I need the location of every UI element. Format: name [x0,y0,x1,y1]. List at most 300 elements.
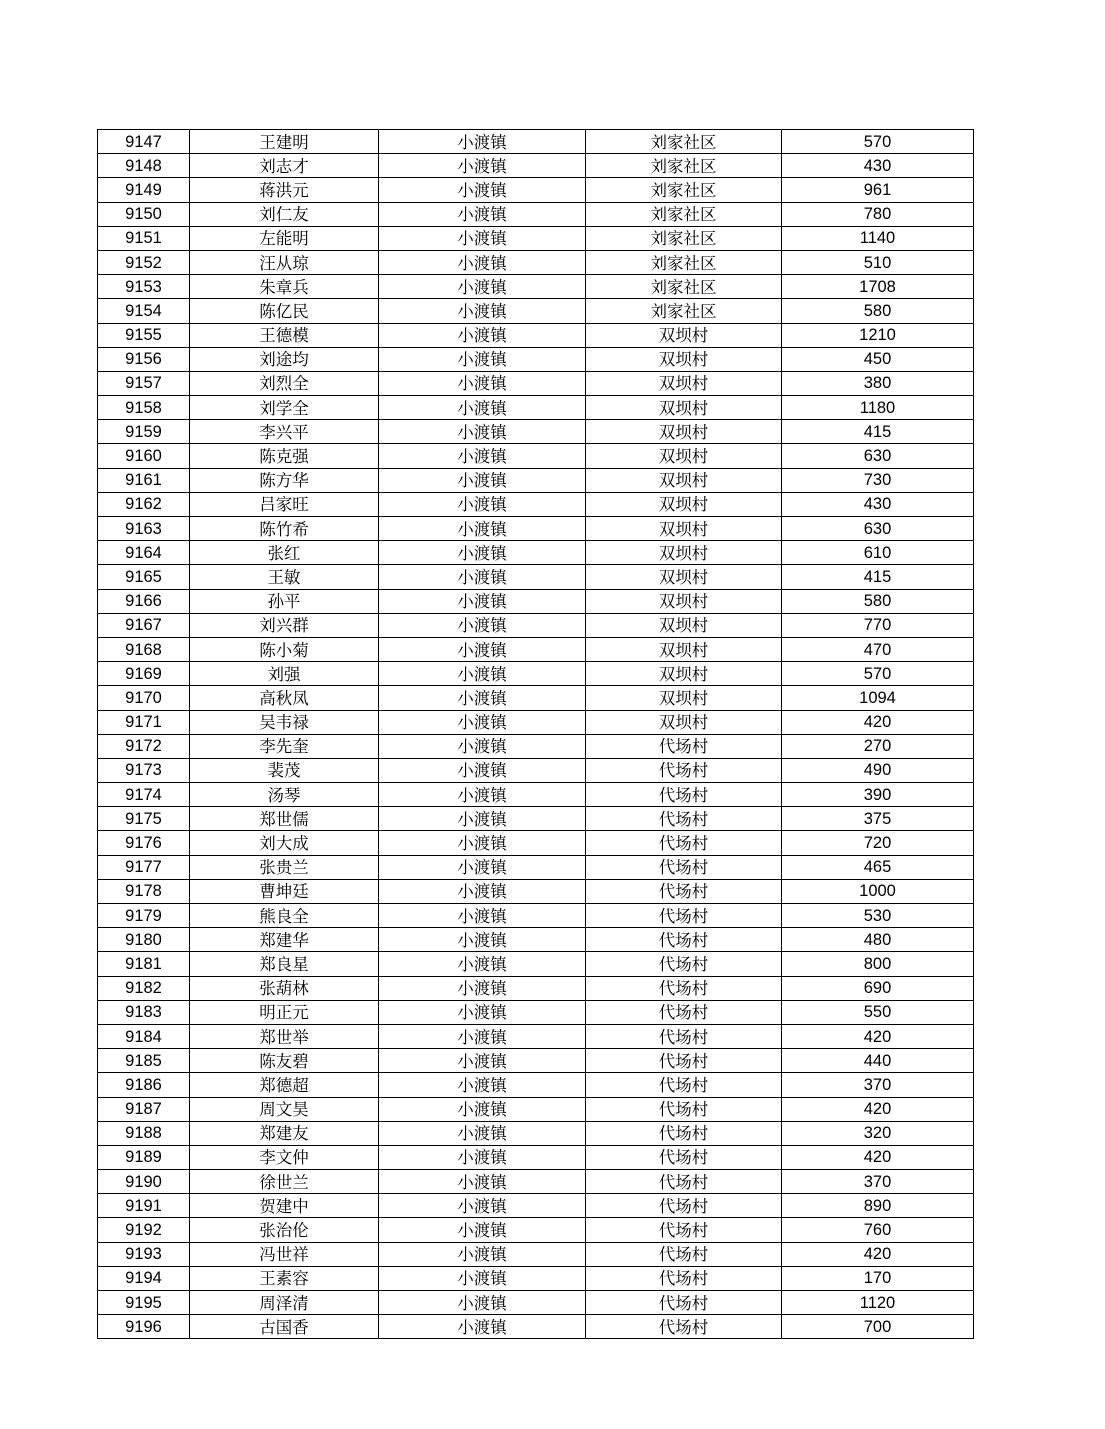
name-cell: 明正元 [190,1000,379,1024]
town-cell: 小渡镇 [379,226,586,250]
name-cell: 周泽清 [190,1291,379,1315]
serial-number-cell: 9155 [98,323,190,347]
village-cell: 刘家社区 [586,275,782,299]
amount-cell: 370 [782,1170,974,1194]
town-cell: 小渡镇 [379,565,586,589]
village-cell: 刘家社区 [586,299,782,323]
table-row [98,541,974,565]
town-cell: 小渡镇 [379,1097,586,1121]
name-cell: 陈友碧 [190,1049,379,1073]
village-cell: 刘家社区 [586,154,782,178]
name-cell: 张贵兰 [190,855,379,879]
amount-cell: 580 [782,299,974,323]
town-cell: 小渡镇 [379,202,586,226]
serial-number-cell: 9189 [98,1145,190,1169]
serial-number-cell: 9175 [98,807,190,831]
table-row [98,202,974,226]
amount-cell: 630 [782,444,974,468]
village-cell: 双坝村 [586,323,782,347]
table-row [98,178,974,202]
village-cell: 代场村 [586,1291,782,1315]
amount-cell: 415 [782,420,974,444]
amount-cell: 890 [782,1194,974,1218]
town-cell: 小渡镇 [379,855,586,879]
town-cell: 小渡镇 [379,1218,586,1242]
name-cell: 李兴平 [190,420,379,444]
name-cell: 张葫林 [190,976,379,1000]
name-cell: 陈方华 [190,468,379,492]
name-cell: 吴韦禄 [190,710,379,734]
amount-cell: 450 [782,347,974,371]
village-cell: 代场村 [586,952,782,976]
amount-cell: 415 [782,565,974,589]
village-cell: 双坝村 [586,347,782,371]
serial-number-cell: 9149 [98,178,190,202]
amount-cell: 700 [782,1315,974,1339]
table-row [98,444,974,468]
amount-cell: 570 [782,130,974,154]
village-cell: 双坝村 [586,492,782,516]
amount-cell: 380 [782,371,974,395]
serial-number-cell: 9169 [98,662,190,686]
name-cell: 蒋洪元 [190,178,379,202]
table-row [98,1242,974,1266]
name-cell: 陈克强 [190,444,379,468]
amount-cell: 420 [782,710,974,734]
serial-number-cell: 9147 [98,130,190,154]
town-cell: 小渡镇 [379,347,586,371]
name-cell: 陈小菊 [190,637,379,661]
town-cell: 小渡镇 [379,734,586,758]
amount-cell: 170 [782,1266,974,1290]
serial-number-cell: 9194 [98,1266,190,1290]
name-cell: 朱章兵 [190,275,379,299]
town-cell: 小渡镇 [379,1170,586,1194]
serial-number-cell: 9151 [98,226,190,250]
town-cell: 小渡镇 [379,1145,586,1169]
town-cell: 小渡镇 [379,710,586,734]
serial-number-cell: 9159 [98,420,190,444]
village-cell: 双坝村 [586,371,782,395]
table-row [98,710,974,734]
town-cell: 小渡镇 [379,420,586,444]
amount-cell: 690 [782,976,974,1000]
serial-number-cell: 9166 [98,589,190,613]
name-cell: 高秋凤 [190,686,379,710]
table-row [98,323,974,347]
amount-cell: 730 [782,468,974,492]
village-cell: 双坝村 [586,710,782,734]
table-row [98,952,974,976]
table-row [98,589,974,613]
town-cell: 小渡镇 [379,589,586,613]
town-cell: 小渡镇 [379,468,586,492]
amount-cell: 1180 [782,396,974,420]
name-cell: 刘途均 [190,347,379,371]
serial-number-cell: 9167 [98,613,190,637]
table-row [98,1291,974,1315]
serial-number-cell: 9188 [98,1121,190,1145]
name-cell: 刘大成 [190,831,379,855]
amount-cell: 430 [782,492,974,516]
village-cell: 刘家社区 [586,202,782,226]
village-cell: 双坝村 [586,517,782,541]
town-cell: 小渡镇 [379,1194,586,1218]
name-cell: 汪从琼 [190,250,379,274]
serial-number-cell: 9173 [98,758,190,782]
serial-number-cell: 9190 [98,1170,190,1194]
table-row [98,686,974,710]
data-table [97,129,974,1339]
name-cell: 王敏 [190,565,379,589]
serial-number-cell: 9184 [98,1024,190,1048]
village-cell: 双坝村 [586,637,782,661]
serial-number-cell: 9191 [98,1194,190,1218]
town-cell: 小渡镇 [379,492,586,516]
town-cell: 小渡镇 [379,1315,586,1339]
village-cell: 代场村 [586,1266,782,1290]
serial-number-cell: 9187 [98,1097,190,1121]
serial-number-cell: 9180 [98,928,190,952]
name-cell: 张红 [190,541,379,565]
table-body [98,130,974,1339]
village-cell: 代场村 [586,807,782,831]
town-cell: 小渡镇 [379,1242,586,1266]
amount-cell: 1708 [782,275,974,299]
village-cell: 双坝村 [586,468,782,492]
table-row [98,904,974,928]
town-cell: 小渡镇 [379,686,586,710]
name-cell: 刘兴群 [190,613,379,637]
name-cell: 刘学全 [190,396,379,420]
village-cell: 双坝村 [586,589,782,613]
name-cell: 郑建华 [190,928,379,952]
table-row [98,1218,974,1242]
serial-number-cell: 9168 [98,637,190,661]
table-row [98,1194,974,1218]
amount-cell: 580 [782,589,974,613]
village-cell: 代场村 [586,976,782,1000]
village-cell: 双坝村 [586,686,782,710]
village-cell: 刘家社区 [586,226,782,250]
town-cell: 小渡镇 [379,1266,586,1290]
serial-number-cell: 9153 [98,275,190,299]
amount-cell: 430 [782,154,974,178]
name-cell: 王素容 [190,1266,379,1290]
village-cell: 代场村 [586,855,782,879]
serial-number-cell: 9163 [98,517,190,541]
serial-number-cell: 9185 [98,1049,190,1073]
table-row [98,831,974,855]
table-row [98,347,974,371]
town-cell: 小渡镇 [379,637,586,661]
town-cell: 小渡镇 [379,517,586,541]
amount-cell: 420 [782,1145,974,1169]
table-row [98,154,974,178]
amount-cell: 420 [782,1097,974,1121]
town-cell: 小渡镇 [379,783,586,807]
town-cell: 小渡镇 [379,976,586,1000]
town-cell: 小渡镇 [379,1024,586,1048]
table-row [98,1266,974,1290]
town-cell: 小渡镇 [379,879,586,903]
name-cell: 熊良全 [190,904,379,928]
name-cell: 裴茂 [190,758,379,782]
town-cell: 小渡镇 [379,662,586,686]
amount-cell: 630 [782,517,974,541]
name-cell: 王建明 [190,130,379,154]
village-cell: 代场村 [586,1049,782,1073]
amount-cell: 770 [782,613,974,637]
name-cell: 李先奎 [190,734,379,758]
table-row [98,1049,974,1073]
table-row [98,928,974,952]
serial-number-cell: 9176 [98,831,190,855]
town-cell: 小渡镇 [379,1291,586,1315]
name-cell: 徐世兰 [190,1170,379,1194]
amount-cell: 800 [782,952,974,976]
table-row [98,976,974,1000]
serial-number-cell: 9148 [98,154,190,178]
name-cell: 刘仁友 [190,202,379,226]
name-cell: 冯世祥 [190,1242,379,1266]
name-cell: 刘烈全 [190,371,379,395]
amount-cell: 610 [782,541,974,565]
town-cell: 小渡镇 [379,323,586,347]
amount-cell: 961 [782,178,974,202]
amount-cell: 370 [782,1073,974,1097]
village-cell: 双坝村 [586,613,782,637]
town-cell: 小渡镇 [379,758,586,782]
serial-number-cell: 9177 [98,855,190,879]
table-row [98,783,974,807]
town-cell: 小渡镇 [379,444,586,468]
village-cell: 代场村 [586,1194,782,1218]
village-cell: 双坝村 [586,565,782,589]
village-cell: 刘家社区 [586,130,782,154]
town-cell: 小渡镇 [379,1049,586,1073]
amount-cell: 320 [782,1121,974,1145]
serial-number-cell: 9196 [98,1315,190,1339]
village-cell: 代场村 [586,783,782,807]
village-cell: 刘家社区 [586,178,782,202]
table-row [98,1000,974,1024]
town-cell: 小渡镇 [379,807,586,831]
amount-cell: 420 [782,1242,974,1266]
serial-number-cell: 9186 [98,1073,190,1097]
amount-cell: 1140 [782,226,974,250]
serial-number-cell: 9157 [98,371,190,395]
name-cell: 王德模 [190,323,379,347]
village-cell: 代场村 [586,1218,782,1242]
serial-number-cell: 9164 [98,541,190,565]
village-cell: 代场村 [586,831,782,855]
town-cell: 小渡镇 [379,541,586,565]
town-cell: 小渡镇 [379,178,586,202]
serial-number-cell: 9150 [98,202,190,226]
village-cell: 代场村 [586,1145,782,1169]
table-row [98,855,974,879]
table-row [98,1170,974,1194]
town-cell: 小渡镇 [379,831,586,855]
table-row [98,1073,974,1097]
table-row [98,250,974,274]
name-cell: 周文昊 [190,1097,379,1121]
amount-cell: 1210 [782,323,974,347]
town-cell: 小渡镇 [379,275,586,299]
village-cell: 代场村 [586,1315,782,1339]
serial-number-cell: 9181 [98,952,190,976]
village-cell: 双坝村 [586,396,782,420]
serial-number-cell: 9160 [98,444,190,468]
amount-cell: 270 [782,734,974,758]
village-cell: 代场村 [586,734,782,758]
town-cell: 小渡镇 [379,904,586,928]
serial-number-cell: 9162 [98,492,190,516]
amount-cell: 760 [782,1218,974,1242]
town-cell: 小渡镇 [379,613,586,637]
town-cell: 小渡镇 [379,1000,586,1024]
serial-number-cell: 9170 [98,686,190,710]
serial-number-cell: 9154 [98,299,190,323]
serial-number-cell: 9171 [98,710,190,734]
village-cell: 代场村 [586,1073,782,1097]
amount-cell: 375 [782,807,974,831]
table-row [98,275,974,299]
table-row [98,299,974,323]
serial-number-cell: 9193 [98,1242,190,1266]
table-row [98,420,974,444]
table-row [98,1121,974,1145]
amount-cell: 720 [782,831,974,855]
name-cell: 郑世儒 [190,807,379,831]
town-cell: 小渡镇 [379,1121,586,1145]
village-cell: 双坝村 [586,662,782,686]
village-cell: 代场村 [586,1024,782,1048]
town-cell: 小渡镇 [379,130,586,154]
amount-cell: 390 [782,783,974,807]
name-cell: 古国香 [190,1315,379,1339]
table-row [98,1145,974,1169]
serial-number-cell: 9152 [98,250,190,274]
amount-cell: 490 [782,758,974,782]
village-cell: 双坝村 [586,541,782,565]
village-cell: 代场村 [586,928,782,952]
amount-cell: 530 [782,904,974,928]
name-cell: 左能明 [190,226,379,250]
name-cell: 李文仲 [190,1145,379,1169]
table-row [98,879,974,903]
serial-number-cell: 9174 [98,783,190,807]
village-cell: 代场村 [586,1121,782,1145]
table-row [98,226,974,250]
name-cell: 刘志才 [190,154,379,178]
serial-number-cell: 9161 [98,468,190,492]
serial-number-cell: 9158 [98,396,190,420]
village-cell: 代场村 [586,1170,782,1194]
table-row [98,130,974,154]
amount-cell: 465 [782,855,974,879]
table-row [98,807,974,831]
table-row [98,396,974,420]
name-cell: 郑世举 [190,1024,379,1048]
serial-number-cell: 9183 [98,1000,190,1024]
name-cell: 郑良星 [190,952,379,976]
town-cell: 小渡镇 [379,371,586,395]
village-cell: 代场村 [586,879,782,903]
serial-number-cell: 9182 [98,976,190,1000]
town-cell: 小渡镇 [379,1073,586,1097]
village-cell: 双坝村 [586,444,782,468]
amount-cell: 440 [782,1049,974,1073]
village-cell: 代场村 [586,1000,782,1024]
table-row [98,517,974,541]
serial-number-cell: 9179 [98,904,190,928]
amount-cell: 470 [782,637,974,661]
amount-cell: 780 [782,202,974,226]
serial-number-cell: 9172 [98,734,190,758]
serial-number-cell: 9156 [98,347,190,371]
table-row [98,565,974,589]
table-row [98,371,974,395]
table-row [98,492,974,516]
name-cell: 郑建友 [190,1121,379,1145]
name-cell: 张治伦 [190,1218,379,1242]
amount-cell: 510 [782,250,974,274]
amount-cell: 1000 [782,879,974,903]
amount-cell: 550 [782,1000,974,1024]
serial-number-cell: 9195 [98,1291,190,1315]
name-cell: 陈竹希 [190,517,379,541]
village-cell: 代场村 [586,904,782,928]
name-cell: 郑德超 [190,1073,379,1097]
table-row [98,662,974,686]
table-row [98,1315,974,1339]
amount-cell: 1094 [782,686,974,710]
village-cell: 代场村 [586,1242,782,1266]
town-cell: 小渡镇 [379,250,586,274]
village-cell: 代场村 [586,1097,782,1121]
table-row [98,1024,974,1048]
table-row [98,734,974,758]
name-cell: 孙平 [190,589,379,613]
table-row [98,468,974,492]
town-cell: 小渡镇 [379,396,586,420]
amount-cell: 480 [782,928,974,952]
town-cell: 小渡镇 [379,952,586,976]
town-cell: 小渡镇 [379,299,586,323]
table-row [98,758,974,782]
serial-number-cell: 9192 [98,1218,190,1242]
amount-cell: 420 [782,1024,974,1048]
name-cell: 陈亿民 [190,299,379,323]
town-cell: 小渡镇 [379,154,586,178]
village-cell: 代场村 [586,758,782,782]
table-row [98,613,974,637]
table-row [98,637,974,661]
name-cell: 汤琴 [190,783,379,807]
name-cell: 贺建中 [190,1194,379,1218]
table-row [98,1097,974,1121]
town-cell: 小渡镇 [379,928,586,952]
serial-number-cell: 9178 [98,879,190,903]
name-cell: 吕家旺 [190,492,379,516]
village-cell: 双坝村 [586,420,782,444]
village-cell: 刘家社区 [586,250,782,274]
amount-cell: 570 [782,662,974,686]
serial-number-cell: 9165 [98,565,190,589]
name-cell: 曹坤廷 [190,879,379,903]
